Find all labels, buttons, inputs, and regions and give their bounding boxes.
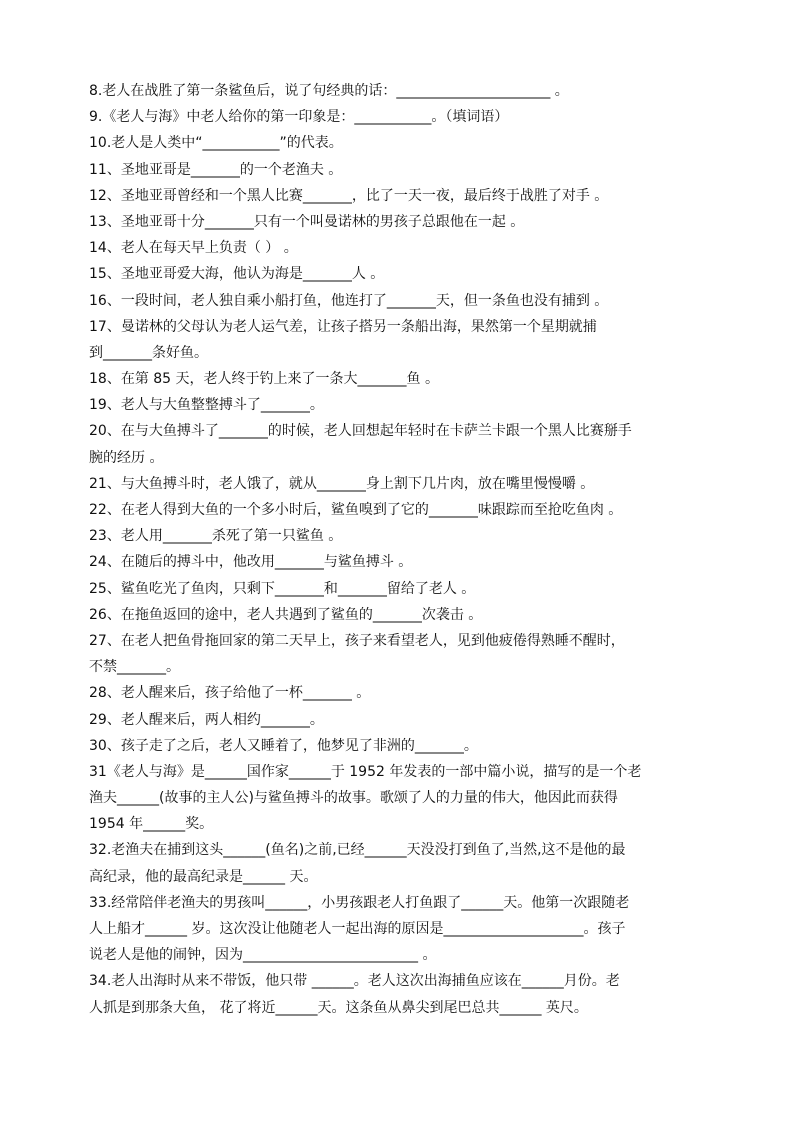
question-line: 10.老人是人类中“___________”的代表。 bbox=[89, 135, 343, 152]
question-line: 9.《老人与海》中老人给你的第一印象是：___________。（填词语） bbox=[89, 109, 509, 126]
question-line: 不禁_______。 bbox=[89, 659, 180, 676]
question-line: 33.经常陪伴老渔夫的男孩叫______，小男孩跟老人打鱼跟了______天。他第一次跟随老 bbox=[89, 894, 630, 911]
question-line: 34.老人出海时从来不带饭，他只带 ______。老人这次出海捕鱼应该在______月份。老 bbox=[89, 973, 620, 990]
question-line: 30、孩子走了之后，老人又睡着了，他梦见了非洲的_______。 bbox=[89, 737, 478, 754]
question-line: 到_______条好鱼。 bbox=[89, 344, 208, 361]
question-line: 8.老人在战胜了第一条鲨鱼后，说了句经典的话：______________________ 。 bbox=[89, 83, 569, 99]
question-line: 31《老人与海》是______国作家______于 1952 年发表的一部中篇小说，描写的是一个老 bbox=[89, 763, 642, 780]
question-line: 21、与大鱼搏斗时，老人饿了，就从_______身上割下几片肉，放在嘴里慢慢嚼 。 bbox=[89, 475, 595, 492]
question-line: 24、在随后的搏斗中，他改用_______与鲨鱼搏斗 。 bbox=[89, 554, 413, 571]
question-line: 19、老人与大鱼整整搏斗了_______。 bbox=[89, 397, 324, 414]
question-line: 人上船才______ 岁。这次没让他随老人一起出海的原因是____________________。孩子 bbox=[89, 921, 626, 937]
question-line: 32.老渔夫在捕到这头______(鱼名)之前,已经______天没没打到鱼了,当然,这不是他的最 bbox=[89, 842, 626, 859]
question-line: 人抓是到那条大鱼， 花了将近______天。这条鱼从鼻尖到尾巴总共______ 英尺。 bbox=[89, 999, 588, 1016]
question-line: 18、在第 85 天，老人终于钓上来了一条大_______鱼 。 bbox=[89, 371, 439, 388]
question-line: 1954 年______奖。 bbox=[89, 816, 214, 833]
question-line: 高纪录，他的最高纪录是______ 天。 bbox=[89, 868, 318, 885]
question-line: 26、在拖鱼返回的途中，老人共遇到了鲨鱼的_______次袭击 。 bbox=[89, 606, 483, 623]
question-line: 25、鲨鱼吃光了鱼肉，只剩下_______和_______留给了老人 。 bbox=[89, 580, 476, 597]
question-line: 16、一段时间，老人独自乘小船打鱼，他连打了_______天，但一条鱼也没有捕到 。 bbox=[89, 292, 609, 309]
question-line: 13、圣地亚哥十分_______只有一个叫曼诺林的男孩子总跟他在一起 。 bbox=[89, 213, 525, 230]
question-line: 29、老人醒来后，两人相约_______。 bbox=[89, 711, 324, 728]
question-line: 说老人是他的闹钟，因为_________________________ 。 bbox=[89, 947, 437, 964]
question-line: 22、在老人得到大鱼的一个多小时后，鲨鱼嗅到了它的_______味跟踪而至抢吃鱼肉 。 bbox=[89, 502, 623, 518]
question-line: 腕的经历 。 bbox=[89, 449, 164, 466]
question-line: 11、圣地亚哥是_______的一个老渔夫 。 bbox=[89, 161, 343, 178]
question-line: 28、老人醒来后，孩子给他了一杯_______ 。 bbox=[89, 685, 371, 702]
question-line: 渔夫______(故事的主人公)与鲨鱼搏斗的故事。歌颂了人的力量的伟大，他因此而获得 bbox=[89, 790, 618, 807]
question-line: 23、老人用_______杀死了第一只鲨鱼 。 bbox=[89, 528, 343, 545]
question-list bbox=[89, 78, 729, 1021]
question-line: 20、在与大鱼搏斗了_______的时候，老人回想起年轻时在卡萨兰卡跟一个黑人比赛掰手 bbox=[89, 423, 632, 440]
question-line: 27、在老人把鱼骨拖回家的第二天早上，孩子来看望老人，见到他疲倦得熟睡不醒时， bbox=[89, 632, 625, 649]
question-line: 17、曼诺林的父母认为老人运气差，让孩子搭另一条船出海，果然第一个星期就捕 bbox=[89, 318, 597, 335]
question-line: 15、圣地亚哥爱大海，他认为海是_______人 。 bbox=[89, 266, 385, 283]
question-line: 14、老人在每天早上负责（ ） 。 bbox=[89, 240, 298, 257]
question-line: 12、圣地亚哥曾经和一个黑人比赛_______，比了一天一夜，最后终于战胜了对手 。 bbox=[89, 187, 609, 204]
